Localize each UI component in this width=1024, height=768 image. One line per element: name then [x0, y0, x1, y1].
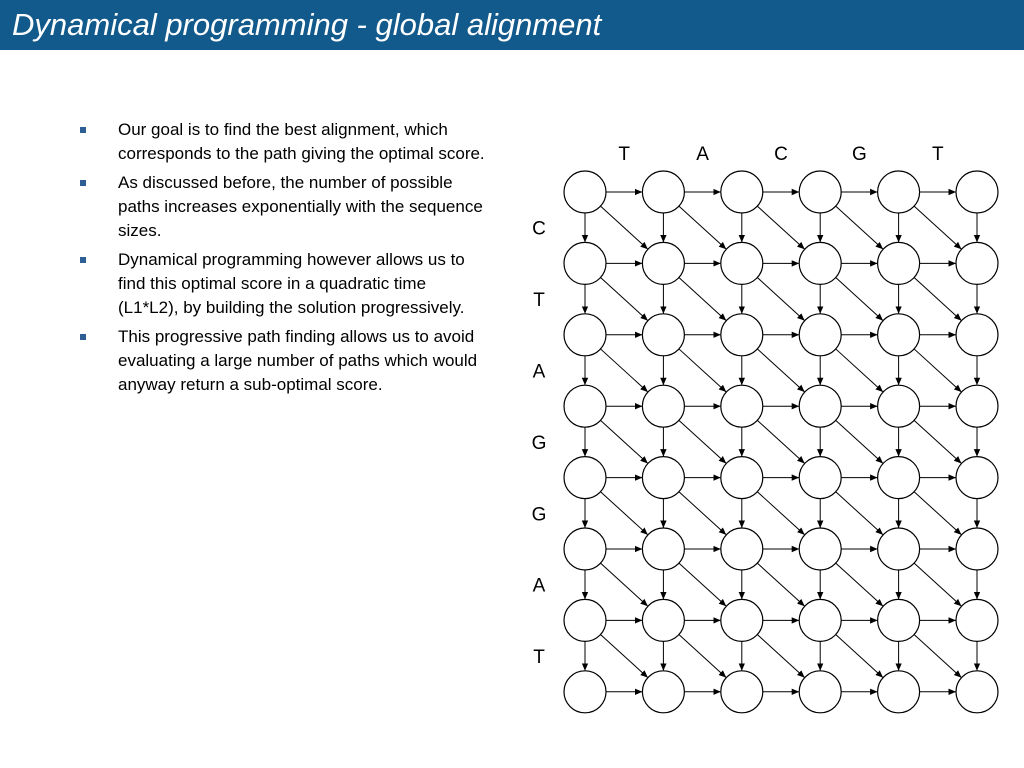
- grid-node: [564, 599, 606, 641]
- grid-node: [564, 671, 606, 713]
- edge-diagonal-arrow: [601, 349, 648, 392]
- top-sequence-letter: A: [696, 144, 709, 165]
- grid-node: [799, 671, 841, 713]
- edge-diagonal-arrow: [757, 635, 804, 678]
- slide-title: Dynamical programming - global alignment: [12, 7, 602, 42]
- edge-diagonal-arrow: [914, 349, 961, 392]
- edge-diagonal-arrow: [757, 420, 804, 463]
- edge-diagonal-arrow: [757, 563, 804, 606]
- grid-node: [878, 242, 920, 284]
- edge-diagonal-arrow: [836, 278, 883, 321]
- bullet-text: As discussed before, the number of possible paths increases exponentially with the sequence sizes.: [118, 173, 483, 240]
- grid-node: [721, 528, 763, 570]
- left-sequence-letter: C: [532, 218, 546, 240]
- edge-diagonal-arrow: [601, 563, 648, 606]
- edge-diagonal-arrow: [836, 635, 883, 678]
- left-sequence-letter: A: [532, 575, 546, 597]
- edge-diagonal-arrow: [836, 563, 883, 606]
- left-sequence-letter: G: [531, 504, 547, 526]
- edge-diagonal-arrow: [601, 492, 648, 535]
- grid-node: [564, 385, 606, 427]
- grid-node: [799, 599, 841, 641]
- bullet-text: Dynamical programming however allows us to find this optimal score in a quadratic time (L1*L2), by building the solution progressively.: [118, 250, 465, 317]
- edge-diagonal-arrow: [914, 206, 961, 249]
- edge-diagonal-arrow: [914, 635, 961, 678]
- edge-diagonal-arrow: [757, 278, 804, 321]
- grid-node: [564, 457, 606, 499]
- grid-node: [956, 171, 998, 213]
- grid-node: [721, 599, 763, 641]
- bullet-text: This progressive path finding allows us to avoid evaluating a large number of paths which would anyway return a sub-optimal score.: [118, 327, 478, 394]
- grid-node: [642, 457, 684, 499]
- grid-node: [564, 528, 606, 570]
- edge-diagonal-arrow: [601, 635, 648, 678]
- edge-diagonal-arrow: [757, 492, 804, 535]
- grid-node: [878, 457, 920, 499]
- grid-node: [956, 385, 998, 427]
- edge-diagonal-arrow: [836, 206, 883, 249]
- edge-diagonal-arrow: [914, 420, 961, 463]
- grid-node: [721, 171, 763, 213]
- grid-node: [956, 242, 998, 284]
- grid-node: [721, 457, 763, 499]
- left-sequence-letter: T: [533, 290, 545, 312]
- edge-diagonal-arrow: [601, 278, 648, 321]
- left-sequence-letter: G: [531, 432, 547, 454]
- grid-node: [642, 242, 684, 284]
- edge-diagonal-arrow: [914, 278, 961, 321]
- grid-node: [956, 599, 998, 641]
- edge-diagonal-arrow: [914, 492, 961, 535]
- grid-node: [956, 671, 998, 713]
- grid-node: [799, 314, 841, 356]
- grid-node: [878, 171, 920, 213]
- grid-node: [642, 385, 684, 427]
- grid-node: [642, 171, 684, 213]
- edge-diagonal-arrow: [679, 206, 726, 249]
- grid-node: [721, 242, 763, 284]
- grid-node: [721, 671, 763, 713]
- edge-diagonal-arrow: [601, 420, 648, 463]
- grid-node: [878, 671, 920, 713]
- grid-node: [878, 385, 920, 427]
- grid-node: [642, 528, 684, 570]
- grid-node: [564, 171, 606, 213]
- grid-node: [799, 242, 841, 284]
- top-sequence-letter: T: [618, 144, 631, 165]
- grid-node: [956, 314, 998, 356]
- grid-node: [564, 242, 606, 284]
- edge-diagonal-arrow: [757, 206, 804, 249]
- edge-diagonal-arrow: [679, 563, 726, 606]
- edge-diagonal-arrow: [679, 492, 726, 535]
- grid-node: [878, 528, 920, 570]
- edge-diagonal-arrow: [679, 349, 726, 392]
- grid-node: [799, 171, 841, 213]
- edge-diagonal-arrow: [601, 206, 648, 249]
- grid-node: [878, 599, 920, 641]
- left-sequence-letter: T: [533, 647, 545, 669]
- top-sequence-letter: C: [774, 144, 788, 165]
- grid-node: [799, 528, 841, 570]
- edge-diagonal-arrow: [836, 420, 883, 463]
- grid-node: [642, 314, 684, 356]
- grid-node: [799, 457, 841, 499]
- bullet-text: Our goal is to find the best alignment, which corresponds to the path giving the optimal score.: [118, 120, 485, 163]
- grid-node: [956, 528, 998, 570]
- left-sequence-letter: A: [532, 361, 546, 383]
- grid-node: [721, 314, 763, 356]
- grid-node: [642, 671, 684, 713]
- top-sequence-letter: G: [852, 144, 867, 165]
- grid-node: [878, 314, 920, 356]
- edge-diagonal-arrow: [836, 349, 883, 392]
- grid-node: [642, 599, 684, 641]
- edge-diagonal-arrow: [757, 349, 804, 392]
- edge-diagonal-arrow: [679, 420, 726, 463]
- grid-node: [799, 385, 841, 427]
- grid-node: [721, 385, 763, 427]
- edge-diagonal-arrow: [914, 563, 961, 606]
- edge-diagonal-arrow: [836, 492, 883, 535]
- grid-node: [564, 314, 606, 356]
- top-sequence-letter: T: [931, 144, 944, 165]
- grid-node: [956, 457, 998, 499]
- edge-diagonal-arrow: [679, 278, 726, 321]
- edge-diagonal-arrow: [679, 635, 726, 678]
